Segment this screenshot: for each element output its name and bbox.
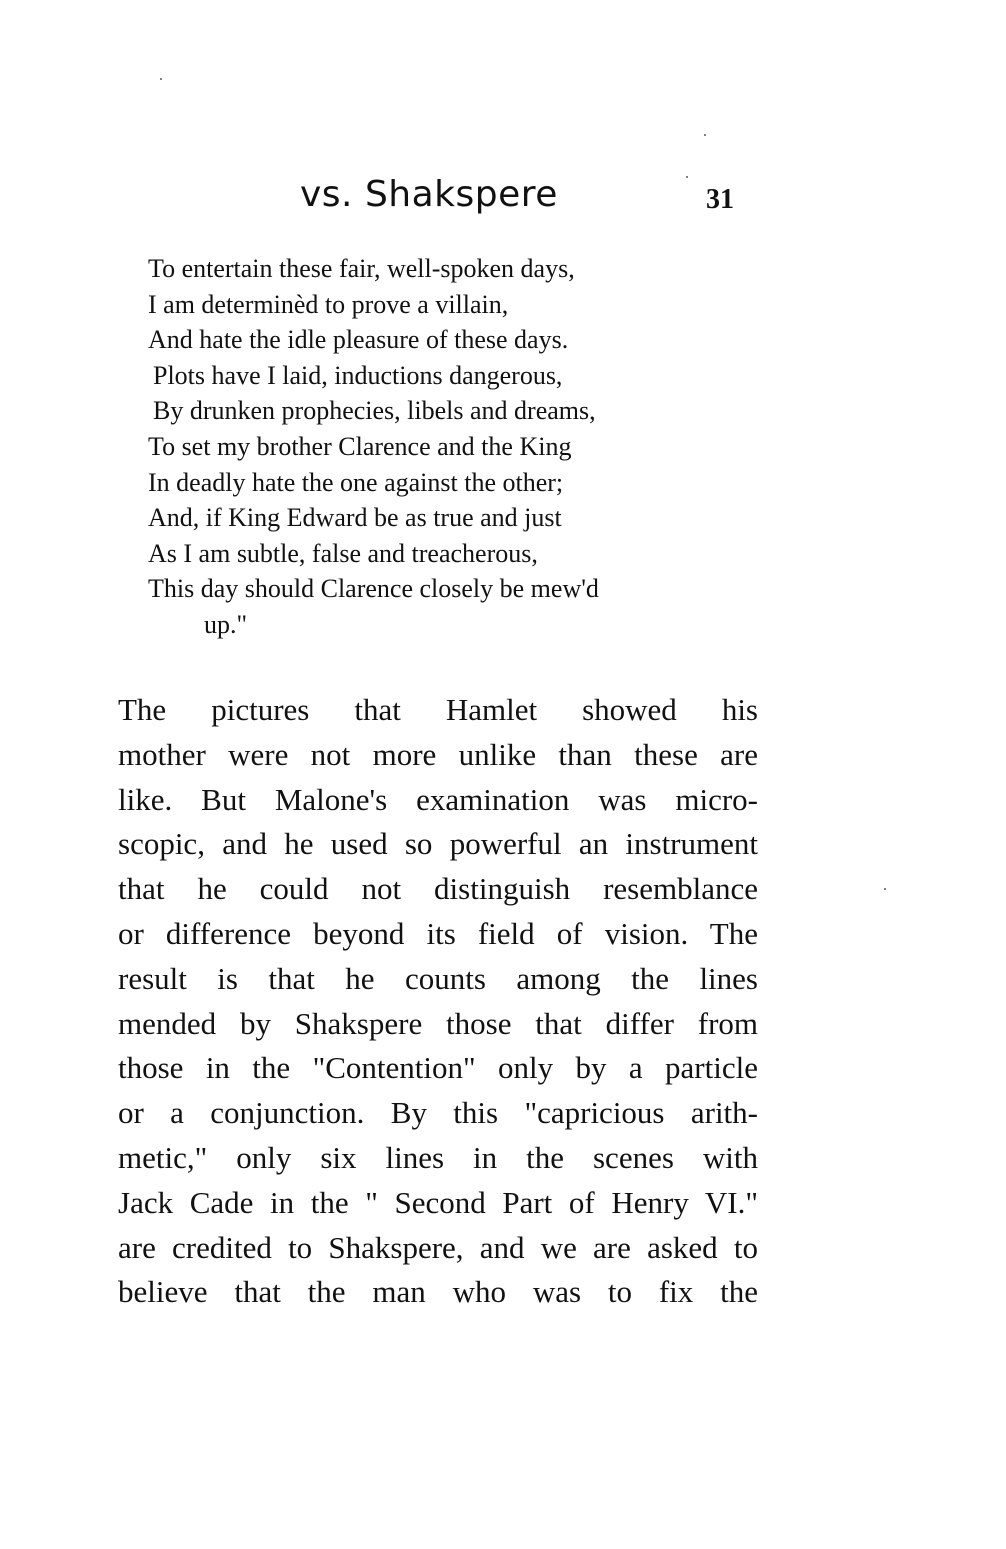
verse-line: I am determinèd to prove a villain,	[148, 289, 509, 319]
page-speck	[884, 888, 886, 890]
prose-line: those in the "Contention" only by a particle	[118, 1050, 758, 1086]
prose-line: or a conjunction. By this "capricious arith-	[118, 1095, 758, 1131]
page-speck	[160, 78, 162, 80]
prose-line: The pictures that Hamlet showed his	[118, 692, 758, 727]
page-speck	[686, 176, 688, 178]
page-speck	[704, 134, 706, 136]
prose-line: Jack Cade in the " Second Part of Henry VI."	[118, 1184, 758, 1220]
verse-line: Plots have I laid, inductions dangerous,	[153, 360, 563, 390]
verse-line: up."	[204, 609, 248, 639]
verse-line: By drunken prophecies, libels and dreams,	[153, 396, 596, 426]
verse-line: This day should Clarence closely be mew'd	[148, 574, 599, 604]
verse-line: To entertain these fair, well-spoken days,	[148, 254, 575, 283]
verse-line: To set my brother Clarence and the King	[148, 431, 572, 461]
prose-line: believe that the man who was to fix the	[118, 1274, 758, 1310]
running-title: vs. Shakspere	[300, 174, 558, 215]
prose-line: metic," only six lines in the scenes with	[118, 1139, 758, 1175]
prose-line: mother were not more unlike than these are	[118, 736, 758, 772]
prose-line: or difference beyond its field of vision. The	[118, 915, 758, 951]
prose-line: scopic, and he used so powerful an instrument	[118, 826, 758, 862]
prose-line: are credited to Shakspere, and we are asked to	[118, 1229, 758, 1265]
verse-quotation	[148, 251, 768, 643]
verse-line: In deadly hate the one against the other;	[148, 467, 564, 497]
prose-line: mended by Shakspere those that differ from	[118, 1005, 758, 1041]
prose-line: result is that he counts among the lines	[118, 960, 758, 996]
prose-line: like. But Malone's examination was micro-	[118, 781, 758, 817]
prose-line: that he could not distinguish resemblance	[118, 871, 758, 907]
page-number: 31	[706, 184, 734, 215]
verse-line: And hate the idle pleasure of these days.	[148, 325, 569, 355]
verse-line: And, if King Edward be as true and just	[148, 503, 562, 533]
verse-line: As I am subtle, false and treacherous,	[148, 538, 538, 568]
body-paragraph	[118, 688, 758, 1315]
